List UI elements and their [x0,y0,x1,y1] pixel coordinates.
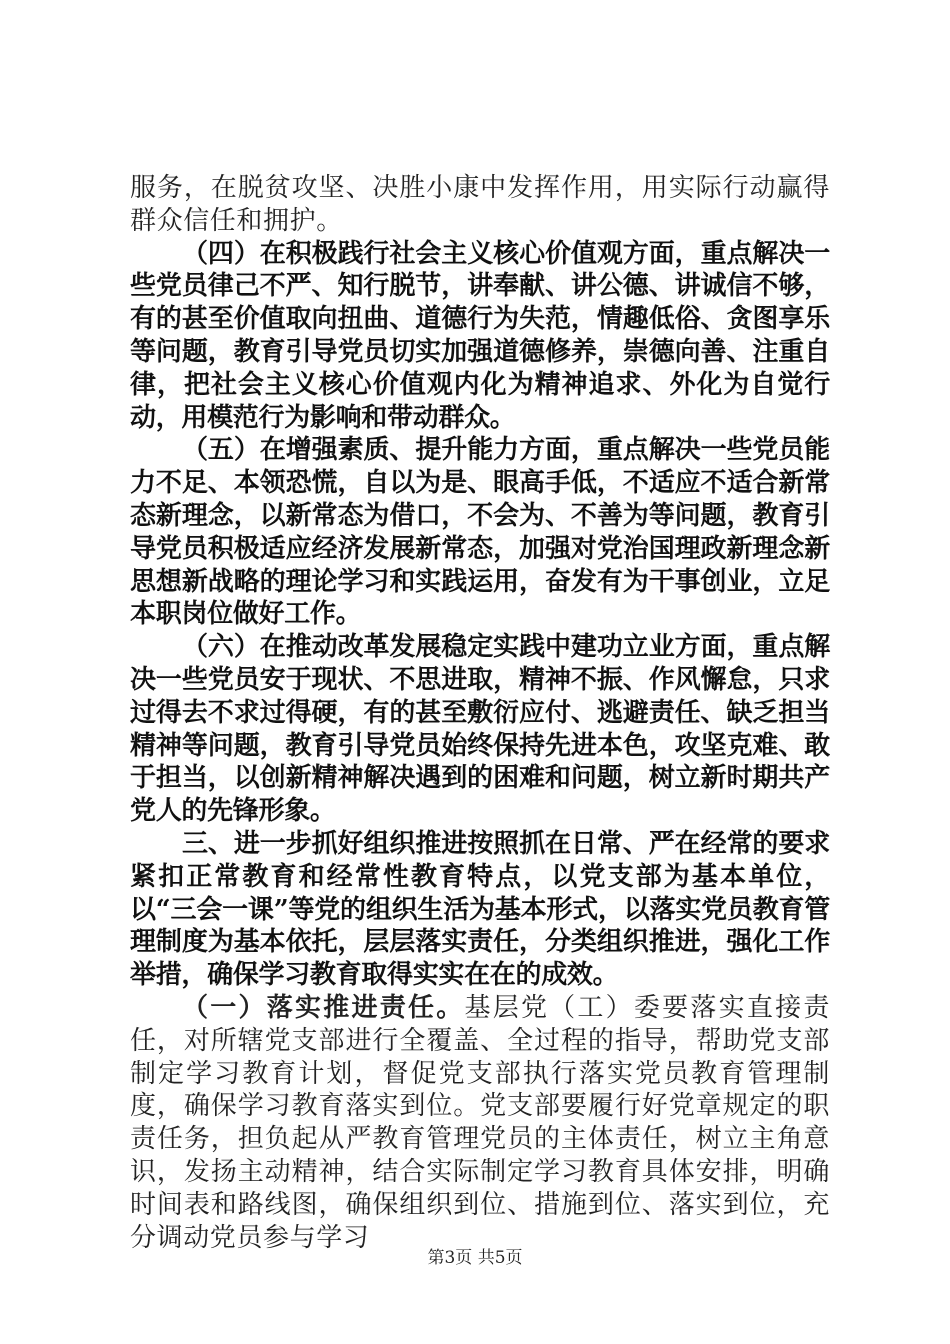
subsection-1-lead: （一）落实推进责任。 [182,992,465,1023]
paragraph-section-4: （四）在积极践行社会主义核心价值观方面，重点解决一些党员律己不严、知行脱节，讲奉献、讲公德、讲诚信不够，有的甚至价值取向扭曲、道德行为失范，情趣低俗、贪图享乐等问题，教育引导党员切实加强道德修养，崇德向善、注重自律，把社会主义核心价值观内化为精神追求、外化为自觉行动，用模范行为影响和带动群众。 [130,238,830,433]
paragraph-continuation: 服务，在脱贫攻坚、决胜小康中发挥作用，用实际行动赢得群众信任和拥护。 [130,173,830,236]
paragraph-section-5: （五）在增强素质、提升能力方面，重点解决一些党员能力不足、本领恐慌，自以为是、眼高手低，不适应不适合新常态新理念，以新常态为借口，不会为、不善为等问题，教育引导党员积极适应经济发展新常态，加强对党治国理政新理念新思想新战略的理论学习和实践运用，奋发有为干事创业，立足本职岗位做好工作。 [130,435,830,630]
subsection-1-text: 基层党（工）委要落实直接责任，对所辖党支部进行全覆盖、全过程的指导，帮助党支部制定学习教育计划，督促党支部执行落实党员教育管理制度，确保学习教育落实到位。党支部要履行好党章规定的职责任务，担负起从严教育管理党员的主体责任，树立主角意识，发扬主动精神，结合实际制定学习教育具体安排，明确时间表和路线图，确保组织到位、措施到位、落实到位，充分调动党员参与学习 [130,992,830,1253]
paragraph-heading-3: 三、进一步抓好组织推进按照抓在日常、严在经常的要求紧扣正常教育和经常性教育特点，以党支部为基本单位，以“三会一课”等党的组织生活为基本形式，以落实党员教育管理制度为基本依托，层层落实责任，分类组织推进，强化工作举措，确保学习教育取得实实在在的成效。 [130,828,830,991]
document-body [130,172,830,1254]
paragraph-subsection-1 [130,992,830,1254]
paragraph-section-6: （六）在推动改革发展稳定实践中建功立业方面，重点解决一些党员安于现状、不思进取，精神不振、作风懈怠，只求过得去不求过得硬，有的甚至敷衍应付、逃避责任、缺乏担当精神等问题，教育引导党员始终保持先进本色，攻坚克难、敢于担当，以创新精神解决遇到的困难和问题，树立新时期共产党人的先锋形象。 [130,632,830,827]
page-number-footer: 第3页 共5页 [427,1248,523,1268]
